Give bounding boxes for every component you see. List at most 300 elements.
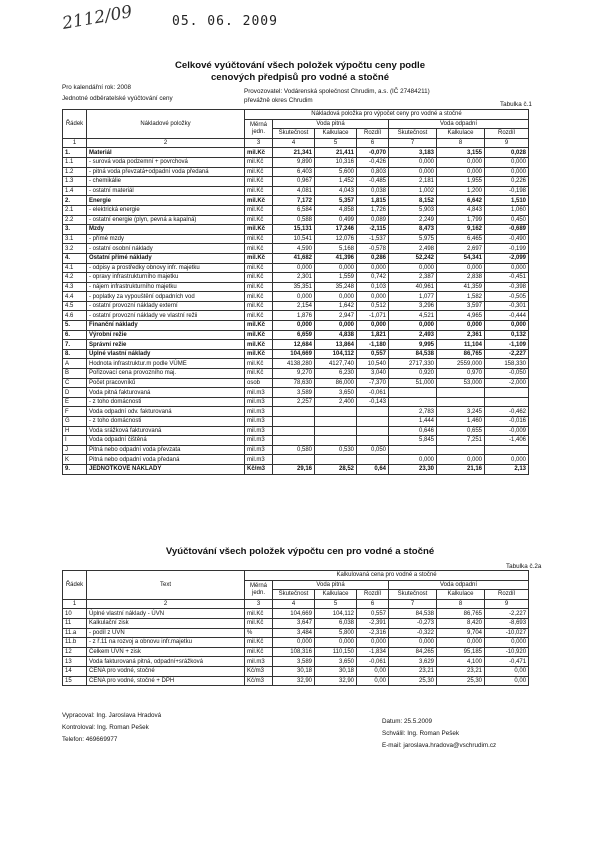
row-value: 3,155 [437,148,485,158]
row-value: 2,154 [273,301,315,311]
row-value: 0,028 [485,148,529,158]
table-row [63,157,529,167]
row-value: 3,629 [389,657,437,667]
footer-left [62,710,161,746]
row-value [437,445,485,455]
row-value: -10,920 [485,647,529,657]
row-number: 11.b [63,638,87,648]
row-value: 12,684 [273,340,315,350]
row-number: E [63,397,87,407]
row-value: 104,112 [315,349,357,359]
column-number: 4 [273,138,315,148]
row-unit: % [245,628,273,638]
row-unit: mil.Kč [245,273,273,283]
row-value: 1,510 [485,196,529,206]
group-waste: Voda odpadní [389,580,529,590]
row-value: 6,230 [315,369,357,379]
table-row [63,196,529,206]
row-label: - odpisy a prostředky obnovy infr. majetku [87,263,245,273]
row-label: Pitná nebo odpadní voda předaná [87,455,245,465]
table-row [63,436,529,446]
sub-header: Skutečnost [273,590,315,600]
row-label: Hodnota infrastruktur.m podle VÚME [87,359,245,369]
email: E-mail: jaroslava.hradova@vschrudim.cz [382,742,497,749]
column-number: 2 [87,138,245,148]
row-value: 9,704 [437,628,485,638]
row-label: Voda odpadní odv. fakturovaná [87,407,245,417]
column-number: 9 [485,599,529,609]
row-value: 0,557 [357,349,389,359]
column-number: 4 [273,599,315,609]
row-number: G [63,417,87,427]
row-value: 17,246 [315,225,357,235]
row-value: 15,131 [273,225,315,235]
row-value: 4,521 [389,311,437,321]
row-value [485,388,529,398]
table-row [63,388,529,398]
row-number: 1.4 [63,186,87,196]
row-value: 4,965 [437,311,485,321]
row-number: 15 [63,676,87,686]
row-value: -0,273 [389,618,437,628]
row-number: 3.1 [63,234,87,244]
row-value: -0,398 [485,282,529,292]
row-value: 0,00 [357,666,389,676]
row-value: 0,000 [389,321,437,331]
row-number: F [63,407,87,417]
row-value: 0,000 [485,638,529,648]
row-label: Materiál [87,148,245,158]
row-value: 1,726 [357,205,389,215]
row-label: Pitná nebo odpadní voda převzata [87,445,245,455]
row-value: 0,000 [389,157,437,167]
row-number: 5. [63,321,87,331]
sub-header: Kalkulace [437,129,485,139]
row-value [437,397,485,407]
row-unit: mil.Kč [245,282,273,292]
row-unit: mil.Kč [245,301,273,311]
row-number: H [63,426,87,436]
row-value: 2,257 [273,397,315,407]
row-unit: osob [245,378,273,388]
row-value: 0,089 [357,215,389,225]
row-value: 110,150 [315,647,357,657]
column-number: 7 [389,138,437,148]
row-value: 1,444 [389,417,437,427]
row-value: 4,100 [437,657,485,667]
row-value: 0,000 [437,157,485,167]
row-value: -1,406 [485,436,529,446]
row-number: 1. [63,148,87,158]
row-number: 7. [63,340,87,350]
row-unit: mil.Kč [245,186,273,196]
column-number: 3 [245,599,273,609]
row-value: 4,081 [273,186,315,196]
row-label: Pořizovací cena provozního maj. [87,369,245,379]
sub-header: Skutečnost [389,590,437,600]
row-value: 2,697 [437,244,485,254]
row-value: 25,30 [389,676,437,686]
row-unit: mil.Kč [245,148,273,158]
row-value: 8,473 [389,225,437,235]
row-value: 2,249 [389,215,437,225]
table-row [63,148,529,158]
row-value: 84,265 [389,647,437,657]
row-unit: mil.m3 [245,388,273,398]
row-value: 2717,330 [389,359,437,369]
row-value [357,436,389,446]
row-value: 0,499 [315,215,357,225]
row-value: 3,183 [389,148,437,158]
row-value: 0,000 [437,638,485,648]
row-label: Energie [87,196,245,206]
table-row [63,657,529,667]
row-value: -7,370 [357,378,389,388]
row-value: 0,000 [389,638,437,648]
row-number: B [63,369,87,379]
row-value: 2,783 [389,407,437,417]
row-value: -0,061 [357,657,389,667]
table-row [63,263,529,273]
row-value [273,426,315,436]
row-number: D [63,388,87,398]
sub-header: Skutečnost [389,129,437,139]
row-value: 21,16 [437,464,485,474]
row-number: 2.2 [63,215,87,225]
row-value: 0,588 [273,215,315,225]
row-value: 0,000 [273,292,315,302]
row-value: -0,426 [357,157,389,167]
row-label: Finanční náklady [87,321,245,331]
row-value: 10,541 [273,234,315,244]
row-value: 104,669 [273,609,315,619]
col-item: Text [87,571,245,600]
table-row [63,282,529,292]
row-value: 0,000 [389,167,437,177]
row-value [273,417,315,427]
row-label: - ostatní energie (plyn, pevná a kapalná) [87,215,245,225]
row-value: 32,90 [273,676,315,686]
table-row [63,618,529,628]
row-value: 41,359 [437,282,485,292]
row-value: 1,876 [273,311,315,321]
row-label: Voda pitná fakturovaná [87,388,245,398]
row-value: 0,000 [437,167,485,177]
col-unit: Měrná jedn. [245,119,273,138]
row-value: 28,52 [315,464,357,474]
meta-operator: Provozovatel: Vodárenská společnost Chrudim, a.s. (IČ 27484211) [244,88,430,95]
row-value: 6,642 [437,196,485,206]
row-value: 1,200 [437,186,485,196]
row-value: 21,411 [315,148,357,158]
row-label: - poplatky za vypouštění odpadních vod [87,292,245,302]
row-value: -2,099 [485,253,529,263]
row-value: 51,000 [389,378,437,388]
row-value [357,417,389,427]
sub-header: Kalkulace [315,129,357,139]
row-value [315,455,357,465]
row-value: 11,104 [437,340,485,350]
row-unit: Kč/m3 [245,666,273,676]
row-unit: Kč/m3 [245,464,273,474]
row-value: 2,838 [437,273,485,283]
row-value: 8,152 [389,196,437,206]
row-value: 2559,000 [437,359,485,369]
row-label: - opravy infrastrukturního majetku [87,273,245,283]
document-title [0,60,600,84]
row-number: 4.3 [63,282,87,292]
row-value: 2,361 [437,330,485,340]
row-value: -0,301 [485,301,529,311]
row-label: - z ř.11 na rozvoj a obnovu infr.majetku [87,638,245,648]
price-table [62,570,529,686]
row-value: -1,071 [357,311,389,321]
row-label: - chemikálie [87,177,245,187]
row-unit: mil.Kč [245,215,273,225]
table-row [63,205,529,215]
table-row [63,628,529,638]
table-row [63,426,529,436]
table-row [63,292,529,302]
table-row [63,321,529,331]
prepared-by: Vypracoval: Ing. Jaroslava Hradová [62,712,162,719]
row-label: - ostatní provozní náklady ve vlastní režii [87,311,245,321]
row-value: 0,050 [357,445,389,455]
row-number: 3. [63,225,87,235]
row-value: 0,000 [357,321,389,331]
row-value: 0,803 [357,167,389,177]
row-value: 0,000 [437,321,485,331]
row-value: -2,391 [357,618,389,628]
row-value: 95,185 [437,647,485,657]
row-value: 0,000 [315,263,357,273]
row-label: Ostatní přímé náklady [87,253,245,263]
row-number: C [63,378,87,388]
col-radek: Řádek [63,110,87,139]
row-unit: mil.m3 [245,407,273,417]
row-number: 8. [63,349,87,359]
row-value: -0,322 [389,628,437,638]
row-label: CENA pro vodné, stočné [87,666,245,676]
row-value: 30,18 [273,666,315,676]
row-value: -1,834 [357,647,389,657]
row-value: 10,540 [357,359,389,369]
sub-header: Rozdíl [485,129,529,139]
row-value: -8,693 [485,618,529,628]
table-row [63,407,529,417]
row-value: -2,316 [357,628,389,638]
row-value: 4,590 [273,244,315,254]
row-unit: mil.Kč [245,340,273,350]
row-value [315,426,357,436]
row-value: 2,947 [315,311,357,321]
row-number: 2. [63,196,87,206]
row-unit: mil.m3 [245,417,273,427]
table-row [63,455,529,465]
row-value [357,407,389,417]
row-unit: mil.Kč [245,196,273,206]
table-row [63,417,529,427]
row-value: 54,341 [437,253,485,263]
row-value: 0,00 [485,666,529,676]
column-number: 9 [485,138,529,148]
row-value: 7,251 [437,436,485,446]
row-value: 1,002 [389,186,437,196]
row-value: 0,000 [389,455,437,465]
column-number: 8 [437,599,485,609]
row-unit: mil.Kč [245,369,273,379]
table2-id: Tabulka č.2a [506,563,542,570]
row-value: 0,000 [485,263,529,273]
row-label: Voda srážková fakturovaná [87,426,245,436]
row-value: 0,655 [437,426,485,436]
row-label: - ostatní provozní náklady externí [87,301,245,311]
row-value [315,417,357,427]
title-line-2: cenových předpisů pro vodné a stočné [210,72,390,83]
row-value: -0,485 [357,177,389,187]
column-number: 2 [87,599,245,609]
row-value: 0,000 [273,321,315,331]
row-value: 0,000 [389,263,437,273]
cost-table [62,109,529,475]
row-label: Správní režie [87,340,245,350]
row-number: 4.1 [63,263,87,273]
table-row [63,676,529,686]
row-value: 0,00 [485,676,529,686]
row-unit: mil.Kč [245,349,273,359]
row-value: -2,000 [485,378,529,388]
row-value: 2,387 [389,273,437,283]
table-row [63,464,529,474]
checked-by: Kontroloval: Ing. Roman Pešek [62,724,149,731]
header-top: Nákladová položka pro výpočet ceny pro vodné a stočné [245,110,529,120]
row-value: 4138,280 [273,359,315,369]
sub-header: Rozdíl [357,129,389,139]
row-value: -1,537 [357,234,389,244]
row-value: -1,109 [485,340,529,350]
row-label: - pitná voda převzatá+odpadní voda předaná [87,167,245,177]
table-row [63,647,529,657]
row-number: 4.4 [63,292,87,302]
meta-year: Pro kalendářní rok: 2008 [62,84,131,91]
row-value [357,455,389,465]
row-label: Voda odpadní čištěná [87,436,245,446]
row-unit: mil.m3 [245,445,273,455]
row-value: 23,21 [437,666,485,676]
row-value: 0,967 [273,177,315,187]
table-row [63,445,529,455]
meta-unit-label: Jednotné odběratelské vyúčtování ceny [62,95,173,102]
row-value: 5,600 [315,167,357,177]
table-row [63,638,529,648]
group-waste: Voda odpadní [389,119,529,129]
row-value: 0,000 [485,167,529,177]
row-label: - surová voda podzemní + povrchová [87,157,245,167]
row-number: 6. [63,330,87,340]
row-number: I [63,436,87,446]
table-row [63,311,529,321]
row-value [357,426,389,436]
row-value: 0,000 [437,263,485,273]
row-value: 23,30 [389,464,437,474]
row-value: 0,64 [357,464,389,474]
row-value: 32,90 [315,676,357,686]
table-row [63,349,529,359]
row-value: -2,227 [485,349,529,359]
row-value: 6,038 [315,618,357,628]
row-value [315,436,357,446]
row-value: 0,450 [485,215,529,225]
row-value: 1,582 [437,292,485,302]
row-value: 0,000 [437,455,485,465]
row-value: 158,330 [485,359,529,369]
row-value: 3,650 [315,388,357,398]
row-value [437,388,485,398]
row-value: 3,484 [273,628,315,638]
row-value: 25,30 [437,676,485,686]
table-row [63,244,529,254]
row-number: 4.2 [63,273,87,283]
row-value: 2,181 [389,177,437,187]
row-value: 0,646 [389,426,437,436]
row-number: A [63,359,87,369]
row-value: 0,000 [273,638,315,648]
row-label: - ostatní osobní náklady [87,244,245,254]
row-value: 2,493 [389,330,437,340]
row-value: -0,050 [485,369,529,379]
row-value: 6,584 [273,205,315,215]
sub-header: Kalkulace [437,590,485,600]
row-value: 1,060 [485,205,529,215]
row-value: 5,903 [389,205,437,215]
row-label: Počet pracovníků [87,378,245,388]
row-value [389,388,437,398]
row-value: -0,061 [357,388,389,398]
row-unit: mil.Kč [245,311,273,321]
column-number: 8 [437,138,485,148]
row-value: 0,00 [357,676,389,686]
table-body [63,609,529,686]
column-number: 6 [357,599,389,609]
row-value: 2,13 [485,464,529,474]
row-unit: mil.Kč [245,157,273,167]
row-value: 3,245 [437,407,485,417]
row-value: 12,076 [315,234,357,244]
row-unit: mil.Kč [245,263,273,273]
title-line-1: Celkové vyúčtování všech položek výpočtu ceny podle [174,60,426,71]
row-value: 1,077 [389,292,437,302]
row-label: Celkem ÚVN + zisk [87,647,245,657]
footer-right [382,716,496,752]
row-label: CENA pro vodné, stočné + DPH [87,676,245,686]
row-unit: mil.Kč [245,359,273,369]
column-number: 1 [63,599,87,609]
row-value: 1,955 [437,177,485,187]
row-value [273,455,315,465]
row-value: 1,642 [315,301,357,311]
date-stamp: 05. 06. 2009 [172,14,278,29]
row-unit: mil.Kč [245,167,273,177]
row-value: 9,162 [437,225,485,235]
row-value: 0,000 [315,292,357,302]
row-value: 2,498 [389,244,437,254]
row-value: 0,132 [485,330,529,340]
row-unit: mil.m3 [245,426,273,436]
row-value: 41,682 [273,253,315,263]
row-value: 5,357 [315,196,357,206]
row-unit: mil.Kč [245,330,273,340]
row-label: - z toho domácnosti [87,397,245,407]
